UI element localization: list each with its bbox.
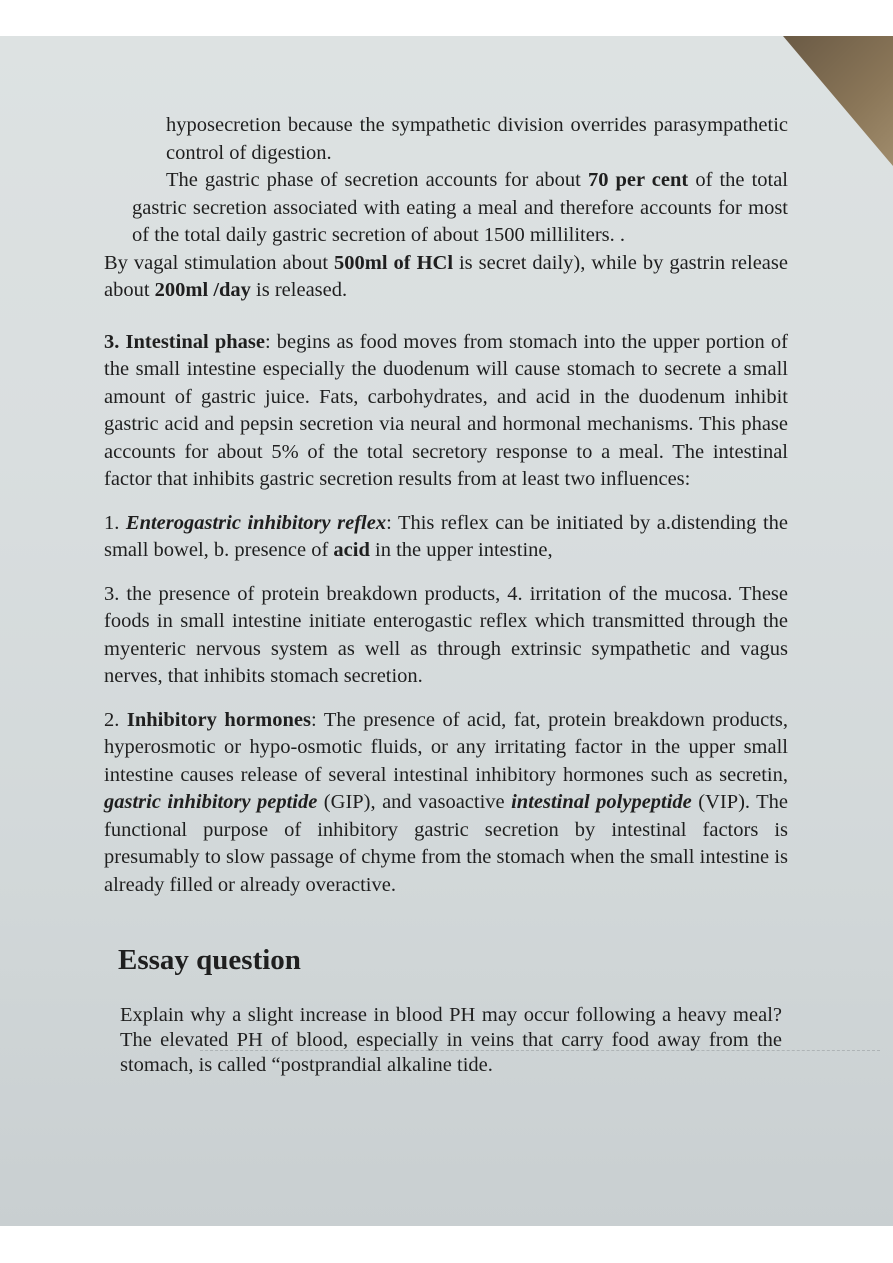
- document-page: [0, 36, 893, 1226]
- paragraph-inhibitory-hormones: 2. Inhibitory hormones: The presence of acid, fat, protein breakdown products, hyperosmotic or hypo-osmotic fluids, or any irritating factor in the upper small intestine causes release of several intestinal inhibitory hormones such as secretin, gastric inhibitory peptide (GIP), and vasoactive intestinal polypeptide (VIP). The functional purpose of inhibitory gastric secretion by intestinal factors is presumably to slow passage of chyme from the stomach when the small intestine is already filled or already overactive.: [104, 708, 789, 896]
- page-content: [104, 112, 788, 1078]
- paragraph-protein-breakdown: 3. the presence of protein breakdown products, 4. irritation of the mucosa. These foods in small intestine initiate enterogastic reflex which transmitted through the myenteric nervous system as well as through extrinsic sympathetic and vagus nerves, that inhibits stomach secretion.: [104, 582, 788, 687]
- folded-corner: [783, 36, 893, 166]
- paragraph-hyposecretion: hyposecretion because the sympathetic division overrides parasympathetic control of digestion.: [166, 114, 788, 164]
- section-heading: Essay question: [118, 944, 301, 976]
- paragraph-gastric-phase: The gastric phase of secretion accounts for about 70 per cent of the total gastric secretion associated with eating a meal and therefore accounts for most of the total daily gastric secretion of about 1500 milliliters. .: [132, 169, 789, 246]
- paragraph-vagal: By vagal stimulation about 500ml of HCl is secret daily), while by gastrin release about 200ml /day is released.: [104, 251, 788, 301]
- essay-question-text: Explain why a slight increase in blood PH may occur following a heavy meal? The elevated PH of blood, especially in veins that carry food away from the stomach, is called “postprandial alkaline tide.: [120, 1004, 782, 1076]
- paragraph-enterogastric-reflex: 1. Enterogastric inhibitory reflex: This reflex can be initiated by a.distending the small bowel, b. presence of acid in the upper intestine,: [104, 511, 789, 561]
- gastric-phase-block: [104, 167, 788, 250]
- paragraph-intestinal-phase: 3. Intestinal phase: begins as food moves from stomach into the upper portion of the small intestine especially the duodenum will cause stomach to secrete a small amount of gastric juice. Fats, carbohydrates, and acid in the duodenum inhibit gastric acid and pepsin secretion via neural and hormonal mechanisms. This phase accounts for about 5% of the total secretory response to a meal. The intestinal factor that inhibits gastric secretion results from at least two influences:: [104, 330, 789, 490]
